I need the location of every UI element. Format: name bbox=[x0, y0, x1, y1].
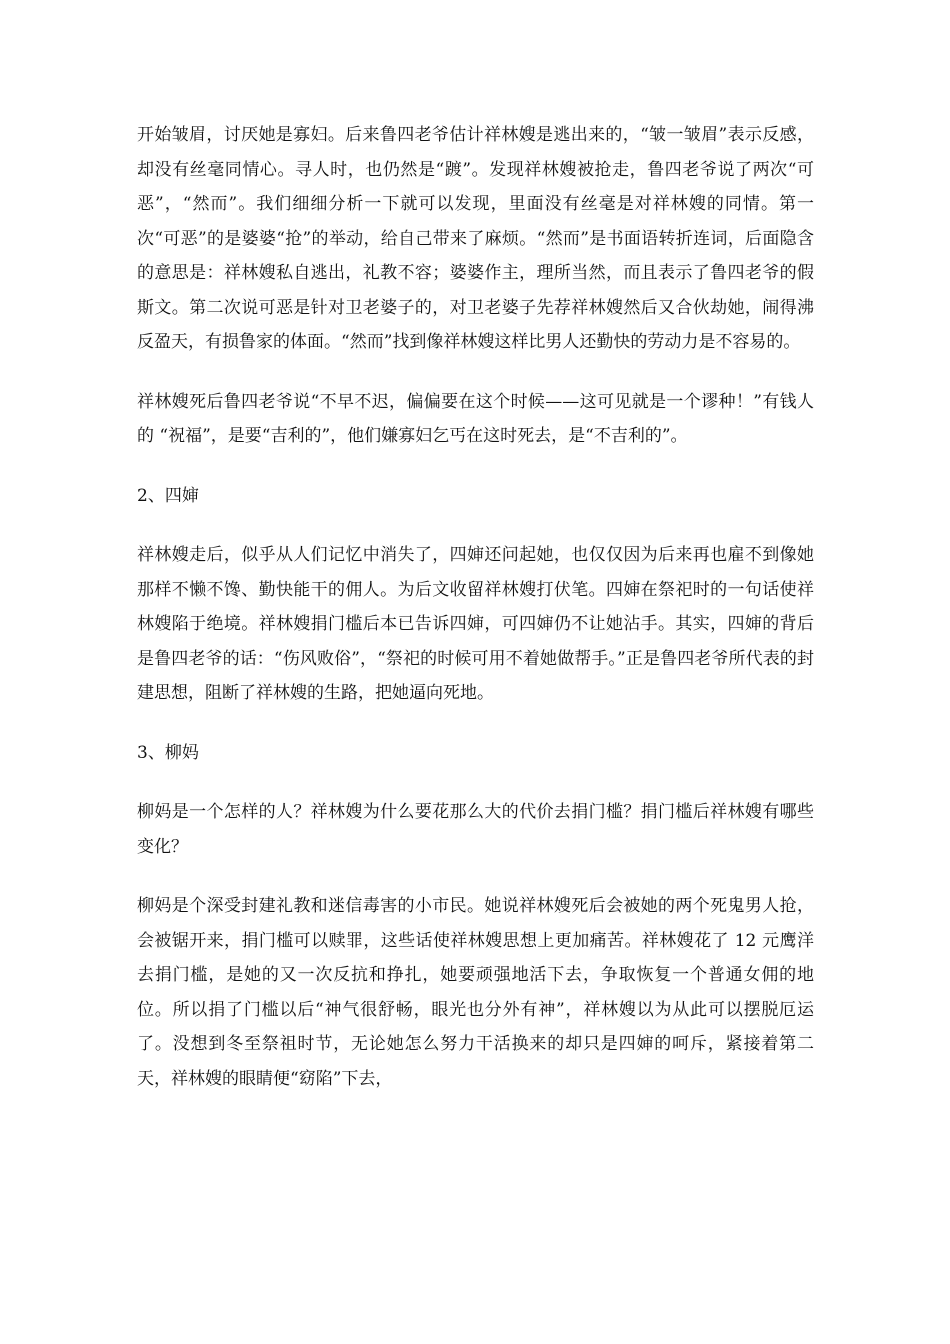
document-body bbox=[137, 118, 814, 1121]
paragraph-liuma-question: 柳妈是一个怎样的人？祥林嫂为什么要花那么大的代价去捐门槛？捐门槛后祥林嫂有哪些变化？ bbox=[137, 802, 814, 857]
section-heading-sishen: 2、四婶 bbox=[137, 485, 199, 506]
paragraph-lu-siye-after-death: 祥林嫂死后鲁四老爷说“不早不迟，偏偏要在这个时候——这可见就是一个谬种！”有钱人的 “祝福”，是要“吉利的”，他们嫌寡妇乞丐在这时死去，是“不吉利的”。 bbox=[137, 391, 814, 446]
paragraph-lu-siye-analysis: 开始皱眉，讨厌她是寡妇。后来鲁四老爷估计祥林嫂是逃出来的，“皱一皱眉”表示反感，却没有丝毫同情心。寻人时，也仍然是“踱”。发现祥林嫂被抢走，鲁四老爷说了两次“可恶”，“然而”。我们细细分析一下就可以发现，里面没有丝毫是对祥林嫂的同情。第一次“可恶”的是婆婆“抢”的举动，给自己带来了麻烦。“然而”是书面语转折连词，后面隐含的意思是：祥林嫂私自逃出，礼教不容；婆婆作主，理所当然，而且表示了鲁四老爷的假斯文。第二次说可恶是针对卫老婆子的，对卫老婆子先荐祥林嫂然后又合伙劫她，闹得沸反盈天，有损鲁家的体面。“然而”找到像祥林嫂这样比男人还勤快的劳动力是不容易的。 bbox=[137, 125, 814, 352]
paragraph-liuma-answer: 柳妈是个深受封建礼教和迷信毒害的小市民。她说祥林嫂死后会被她的两个死鬼男人抢，会被锯开来，捐门槛可以赎罪，这些话使祥林嫂思想上更加痛苦。祥林嫂花了 12 元鹰洋去捐门槛，是她的又一次反抗和挣扎，她要顽强地活下去，争取恢复一个普通女佣的地位。所以捐了门槛以后“神气很舒畅，眼光也分外有神”，祥林嫂以为从此可以摆脱厄运了。没想到冬至祭祖时节，无论她怎么努力干活换来的却只是四婶的呵斥，紧接着第二天，祥林嫂的眼睛便“窈陷”下去， bbox=[137, 896, 814, 1089]
paragraph-sishen: 祥林嫂走后，似乎从人们记忆中消失了，四婶还问起她，也仅仅因为后来再也雇不到像她那样不懒不馋、勤快能干的佣人。为后文收留祥林嫂打伏笔。四婶在祭祀时的一句话使祥林嫂陷于绝境。祥林嫂捐门槛后本已告诉四婶，可四婶仍不让她沾手。其实，四婶的背后是鲁四老爷的话：“伤风败俗”，“祭祀的时候可用不着她做帮手。”正是鲁四老爷所代表的封建思想，阻断了祥林嫂的生路，把她逼向死地。 bbox=[137, 545, 814, 703]
section-heading-liuma: 3、柳妈 bbox=[137, 742, 199, 763]
